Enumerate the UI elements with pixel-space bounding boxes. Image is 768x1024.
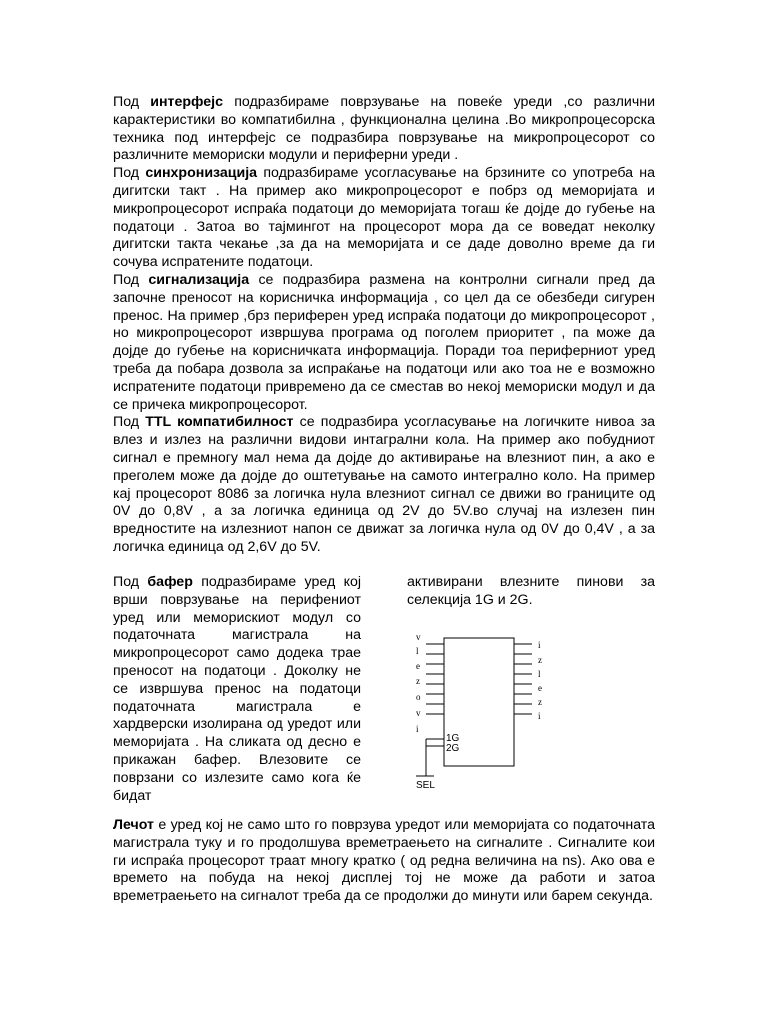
svg-text:v: v — [416, 632, 421, 642]
svg-text:e: e — [538, 683, 542, 693]
svg-text:i: i — [538, 711, 541, 721]
term-signalization: сигнализација — [148, 271, 250, 288]
svg-text:e: e — [416, 661, 420, 671]
gate-1g-label: 1G — [446, 733, 460, 744]
svg-text:i: i — [538, 640, 541, 650]
gate-2g-label: 2G — [446, 743, 460, 754]
buffer-paragraph-left: Под бафер подразбираме уред кој врши поврзување на перифениот уред или мемoрискиот модул со податочната магистрала на микропроцесорот само додека трае преносот на податоци . Доколку не се извршува пренос на податоци податочната магистрала е хардверски изолирана од уредот или меморијата . На сликата од десно е прикажан бафер. Влезовите се поврзани со излезите само кога ќе бидат — [113, 574, 361, 804]
svg-text:l: l — [416, 646, 419, 656]
select-label: SEL — [416, 780, 435, 791]
output-pins — [514, 644, 532, 714]
paragraph-interface: Под интерфејс подразбираме поврзување на повеќе уреди ,со различни карактеристики во компатибилна , функционална целина .Во микропроцесорска техника под интерфејс се подразбира поврзување на микропроцесорот со различните мемориски модули и периферни уреди . — [113, 94, 655, 164]
input-label — [416, 632, 421, 734]
input-pins — [426, 644, 444, 714]
paragraph-synchronization: Под синхронизација подразбираме усогласување на брзините со употреба на дигитски такт . На пример ако микропроцесорот е побрз од меморијата и микропроцесорот испраќа податоци до меморијата тогаш ќе дојде до губење на податоци . Затоа во тајмингот на процесорот мора да се воведат неколку дигитски такта чекање ,за да на меморијата и се даде доволно време да ги сочува испратените податоци. — [113, 165, 656, 271]
paragraph-latch: Лечот е уред кој не само што го поврзува уредот или меморијата со податочната магистрала туку и го продолшува времетраењето на сигналите . Сигналите кои ги испраќа процесорот траат многу кратко ( од редна величина на ns). Ако ова е времето на побуда на некој дисплеј тој не може да работи и затоа времетраењето на сигналот треба да се продолжи до минути или барем секунда. — [113, 817, 655, 905]
select-circuit — [416, 739, 444, 776]
latch-block — [113, 817, 655, 906]
svg-text:v: v — [416, 708, 421, 718]
svg-text:z: z — [538, 697, 542, 707]
buffer-paragraph-right: активирани влезните пинови за селекција 1G и 2G. — [407, 574, 655, 608]
term-latch: Лечот — [113, 817, 154, 833]
term-buffer: бафер — [147, 574, 193, 590]
output-label — [538, 640, 542, 721]
svg-text:z: z — [416, 676, 420, 686]
paragraph-signalization: Под сигнализација се подразбира размена на контролни сигнали пред да започне преносот на корисничка информација , со цел да се обезбеди сигурен пренос. На пример ,брз периферен уред испраќа податоци до микропроцесорот , но микропроцесорот извршува програма од поголем приоритет , па може да дојде до губење на корисничката информација. Поради тоа периферниот уред треба да побара дозвола за испраќање на податоци или ако тоа не е возможно испратените податоци привремено да се сместав во некој мемориски модул и да се причека микропроцесорот. — [113, 271, 655, 413]
svg-text:o: o — [416, 692, 421, 702]
definitions-block — [113, 94, 655, 557]
buffer-diagram — [404, 628, 554, 798]
term-synchronization: синхронизација — [145, 165, 258, 182]
paragraph-ttl: Под TTL компатибилност се подразбира усогласување на логичките нивоа за влез и излез на различни видови интагрални кола. На пример ако побудниот сигнал е премногу мал нема да дојде до активирање на влезниот пин, а ако е преголем може да дојде до оштетување на самото интегрално коло. На пример кај процесорот 8086 за логичка нула влезниот сигнал се движи во границите од 0V до 0,8V , а за логичка единица од 2V до 5V.во случај на излезен пин вредностите на излезниот напон се движат за логичка нула од 0V до 0,4V , а за логичка единица од 2,6V до 5V. — [113, 414, 656, 555]
term-ttl: TTL компатибилност — [145, 414, 294, 431]
svg-text:i: i — [416, 724, 419, 734]
svg-text:z: z — [538, 655, 542, 665]
svg-text:l: l — [538, 669, 541, 679]
term-interface: интерфејс — [150, 94, 223, 110]
